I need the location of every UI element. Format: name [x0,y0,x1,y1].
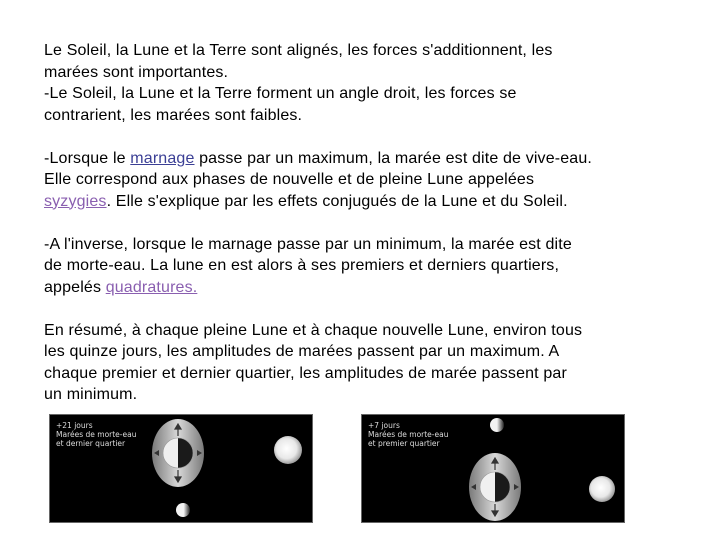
text-fragment: -Lorsque le [44,149,131,167]
link-syzygies[interactable]: syzygies [44,192,107,210]
earth-icon [163,438,193,468]
text-line: les quinze jours, les amplitudes de marées passent par un maximum. A [44,343,560,360]
panel-caption [368,421,448,448]
link-quadratures[interactable]: quadratures. [105,278,198,296]
text-fragment: . Elle s'explique par les effets conjugués de la Lune et du Soleil. [106,192,568,210]
text-line: -A l'inverse, lorsque le marnage passe par un minimum, la marée est dite [44,235,572,253]
sun-icon [274,436,302,464]
panel-caption [56,421,136,448]
moon-icon [176,503,190,517]
sun-icon [589,476,615,502]
moon-icon [490,418,504,432]
text-line: contrarient, les marées sont faibles. [44,106,303,124]
panel-caption-line: et dernier quartier [56,439,126,448]
paragraph-morte-eau [44,234,664,299]
text-fragment: passe par un maximum, la marée est dite de vive-eau. [194,149,592,167]
text-line [44,277,664,299]
article-text [44,40,664,406]
text-line: -Le Soleil, la Lune et la Terre forment un angle droit, les forces se [44,85,517,102]
text-line: Le Soleil, la Lune et la Terre sont alignés, les forces s'additionnent, les [44,42,553,59]
panel-day-label: +7 jours [368,421,400,430]
text-line: chaque premier et dernier quartier, les amplitudes de marée passent par [44,364,567,382]
paragraph-resume [44,320,664,406]
text-line: un minimum. [44,386,138,403]
panel-caption-line: Marées de morte-eau [56,430,137,439]
tide-illustration-first-quarter [361,414,625,523]
text-line: Elle correspond aux phases de nouvelle et de pleine Lune appelées [44,171,535,188]
panel-caption-line: et premier quartier [368,439,440,448]
text-line: de morte-eau. La lune en est alors à ses premiers et derniers quartiers, [44,257,560,274]
earth-icon [480,472,510,502]
panel-day-label: +21 jours [56,421,93,430]
tide-illustration-last-quarter [49,414,313,523]
link-marnage[interactable]: marnage [130,149,195,167]
paragraph-alignment [44,40,664,126]
text-line: marées sont importantes. [44,63,229,81]
text-line [44,148,664,170]
text-fragment: appelés [44,278,106,296]
text-line [44,191,664,213]
paragraph-vive-eau [44,148,664,213]
text-line: En résumé, à chaque pleine Lune et à chaque nouvelle Lune, environ tous [44,321,583,339]
panel-caption-line: Marées de morte-eau [368,430,449,439]
